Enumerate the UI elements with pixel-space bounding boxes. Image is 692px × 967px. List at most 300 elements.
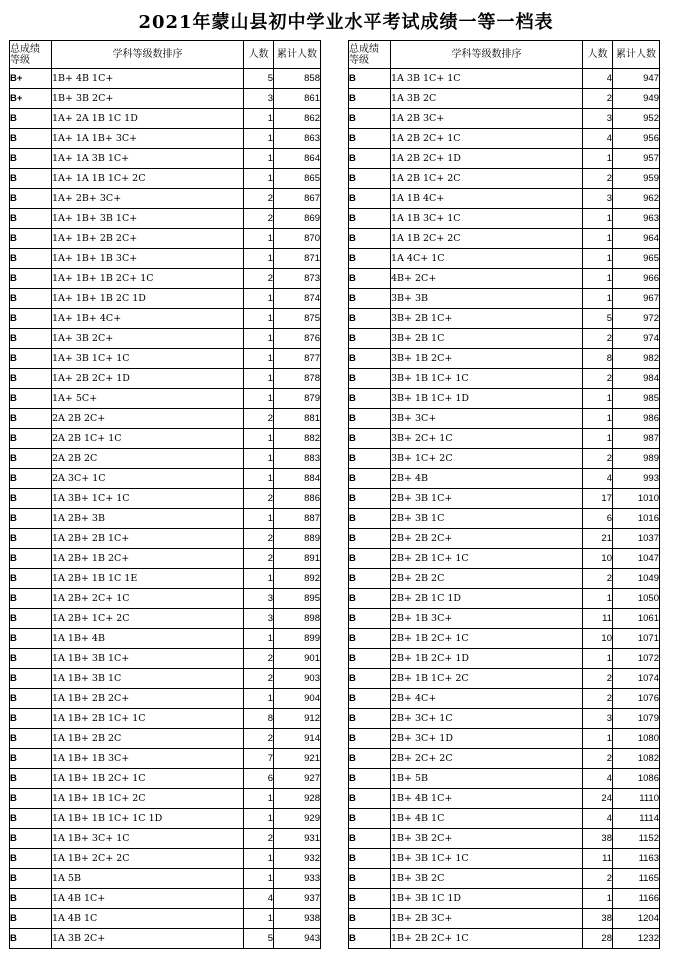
- table-row: [349, 649, 660, 669]
- grade-cell: B: [349, 929, 391, 949]
- combination-cell: 1A+ 1A 1B+ 3C+: [52, 129, 244, 149]
- count-cell: 17: [583, 489, 613, 509]
- grade-cell: B: [349, 649, 391, 669]
- cumulative-cell: 927: [274, 769, 321, 789]
- grade-cell: B: [349, 749, 391, 769]
- grade-cell: B: [10, 349, 52, 369]
- count-cell: 1: [244, 689, 274, 709]
- combination-cell: 2B+ 4B: [391, 469, 583, 489]
- cumulative-cell: 1072: [613, 649, 660, 669]
- table-row: [349, 69, 660, 89]
- cumulative-cell: 985: [613, 389, 660, 409]
- count-cell: 1: [583, 589, 613, 609]
- table-row: [349, 169, 660, 189]
- cumulative-cell: 987: [613, 429, 660, 449]
- combination-cell: 1A+ 1B+ 1B 2C+ 1C: [52, 269, 244, 289]
- grade-cell: B: [10, 629, 52, 649]
- table-row: [349, 869, 660, 889]
- grade-cell: B: [10, 169, 52, 189]
- combination-cell: 1B+ 4B 1C: [391, 809, 583, 829]
- grade-cell: B: [349, 209, 391, 229]
- table-row: [349, 749, 660, 769]
- table-row: [10, 529, 321, 549]
- grade-cell: B: [349, 549, 391, 569]
- table-row: [10, 189, 321, 209]
- count-cell: 2: [583, 869, 613, 889]
- combination-cell: 1A 2B+ 3B: [52, 509, 244, 529]
- cumulative-cell: 879: [274, 389, 321, 409]
- table-row: [10, 509, 321, 529]
- count-cell: 2: [244, 829, 274, 849]
- table-row: [349, 369, 660, 389]
- combination-cell: 1A 1B+ 1B 1C+ 2C: [52, 789, 244, 809]
- grade-cell: B: [10, 609, 52, 629]
- grade-cell: B: [349, 569, 391, 589]
- cumulative-cell: 984: [613, 369, 660, 389]
- grade-cell: B: [10, 749, 52, 769]
- grade-cell: B: [349, 609, 391, 629]
- grade-cell: B: [10, 849, 52, 869]
- header-grade-line1: 总成绩: [10, 43, 40, 55]
- table-row: [349, 849, 660, 869]
- table-row: [10, 409, 321, 429]
- combination-cell: 2B+ 1B 3C+: [391, 609, 583, 629]
- combination-cell: 2A 2B 2C: [52, 449, 244, 469]
- cumulative-cell: 898: [274, 609, 321, 629]
- table-row: [349, 269, 660, 289]
- combination-cell: 2B+ 3C+ 1C: [391, 709, 583, 729]
- combination-cell: 1A 2B+ 1C+ 2C: [52, 609, 244, 629]
- header-cumulative: 累计人数: [274, 41, 321, 69]
- count-cell: 11: [583, 849, 613, 869]
- grade-cell: B: [349, 669, 391, 689]
- cumulative-cell: 932: [274, 849, 321, 869]
- cumulative-cell: 928: [274, 789, 321, 809]
- table-row: [10, 329, 321, 349]
- count-cell: 38: [583, 829, 613, 849]
- table-row: [349, 189, 660, 209]
- table-row: [349, 129, 660, 149]
- grade-cell: B: [349, 249, 391, 269]
- grade-cell: B: [10, 809, 52, 829]
- grade-cell: B: [10, 229, 52, 249]
- cumulative-cell: 1076: [613, 689, 660, 709]
- grade-cell: B: [10, 289, 52, 309]
- combination-cell: 2B+ 2C+ 2C: [391, 749, 583, 769]
- combination-cell: 1A+ 3B 2C+: [52, 329, 244, 349]
- cumulative-cell: 949: [613, 89, 660, 109]
- count-cell: 1: [244, 129, 274, 149]
- combination-cell: 1B+ 3B 2C: [391, 869, 583, 889]
- grade-cell: B: [349, 229, 391, 249]
- table-row: [10, 669, 321, 689]
- cumulative-cell: 1049: [613, 569, 660, 589]
- grade-cell: B: [349, 789, 391, 809]
- table-body-right: [349, 69, 660, 949]
- count-cell: 4: [583, 809, 613, 829]
- count-cell: 1: [583, 729, 613, 749]
- count-cell: 1: [244, 509, 274, 529]
- count-cell: 2: [583, 669, 613, 689]
- count-cell: 2: [244, 529, 274, 549]
- count-cell: 1: [244, 149, 274, 169]
- grade-cell: B: [349, 849, 391, 869]
- cumulative-cell: 901: [274, 649, 321, 669]
- combination-cell: 1A 3B 2C+: [52, 929, 244, 949]
- grade-cell: B: [10, 649, 52, 669]
- count-cell: 1: [583, 889, 613, 909]
- count-cell: 2: [244, 489, 274, 509]
- combination-cell: 3B+ 2B 1C: [391, 329, 583, 349]
- grade-cell: B: [10, 569, 52, 589]
- table-row: [10, 829, 321, 849]
- table-row: [10, 249, 321, 269]
- combination-cell: 1A 4B 1C+: [52, 889, 244, 909]
- grade-cell: B: [10, 469, 52, 489]
- count-cell: 10: [583, 629, 613, 649]
- cumulative-cell: 884: [274, 469, 321, 489]
- combination-cell: 1B+ 3B 1C+ 1C: [391, 849, 583, 869]
- table-row: [349, 689, 660, 709]
- cumulative-cell: 1166: [613, 889, 660, 909]
- count-cell: 8: [244, 709, 274, 729]
- table-row: [349, 149, 660, 169]
- count-cell: 1: [583, 269, 613, 289]
- table-row: [349, 529, 660, 549]
- table-row: [349, 669, 660, 689]
- count-cell: 1: [583, 409, 613, 429]
- count-cell: 1: [583, 429, 613, 449]
- cumulative-cell: 899: [274, 629, 321, 649]
- table-row: [10, 349, 321, 369]
- table-row: [349, 549, 660, 569]
- table-row: [349, 89, 660, 109]
- count-cell: 10: [583, 549, 613, 569]
- cumulative-cell: 878: [274, 369, 321, 389]
- combination-cell: 1A 1B 3C+ 1C: [391, 209, 583, 229]
- count-cell: 2: [583, 89, 613, 109]
- count-cell: 1: [583, 389, 613, 409]
- grade-cell: B: [349, 289, 391, 309]
- grade-cell: B: [10, 369, 52, 389]
- combination-cell: 1A 2B+ 2C+ 1C: [52, 589, 244, 609]
- grade-cell: B: [349, 809, 391, 829]
- table-row: [349, 389, 660, 409]
- combination-cell: 1A 1B+ 4B: [52, 629, 244, 649]
- cumulative-cell: 967: [613, 289, 660, 309]
- count-cell: 2: [244, 209, 274, 229]
- count-cell: 8: [583, 349, 613, 369]
- grade-cell: B: [10, 929, 52, 949]
- grade-cell: B: [10, 789, 52, 809]
- grade-cell: B: [349, 709, 391, 729]
- combination-cell: 2B+ 2B 2C: [391, 569, 583, 589]
- combination-cell: 1A+ 1B+ 2B 2C+: [52, 229, 244, 249]
- cumulative-cell: 1110: [613, 789, 660, 809]
- table-row: [10, 309, 321, 329]
- count-cell: 1: [244, 849, 274, 869]
- combination-cell: 1A 1B+ 3B 1C: [52, 669, 244, 689]
- cumulative-cell: 972: [613, 309, 660, 329]
- grade-cell: B: [349, 129, 391, 149]
- grade-cell: B: [10, 689, 52, 709]
- header-row: [349, 41, 660, 69]
- count-cell: 4: [583, 769, 613, 789]
- grade-cell: B: [349, 169, 391, 189]
- combination-cell: 3B+ 1B 1C+ 1C: [391, 369, 583, 389]
- grade-cell: B: [349, 729, 391, 749]
- count-cell: 2: [244, 669, 274, 689]
- cumulative-cell: 1080: [613, 729, 660, 749]
- grade-cell: B: [349, 589, 391, 609]
- combination-cell: 1A 3B 2C: [391, 89, 583, 109]
- cumulative-cell: 1071: [613, 629, 660, 649]
- table-row: [349, 789, 660, 809]
- table-row: [10, 629, 321, 649]
- count-cell: 6: [244, 769, 274, 789]
- cumulative-cell: 877: [274, 349, 321, 369]
- table-row: [349, 589, 660, 609]
- count-cell: 2: [583, 449, 613, 469]
- grade-cell: B: [10, 449, 52, 469]
- table-row: [349, 229, 660, 249]
- grade-cell: B+: [10, 89, 52, 109]
- grade-cell: B: [349, 89, 391, 109]
- cumulative-cell: 861: [274, 89, 321, 109]
- cumulative-cell: 966: [613, 269, 660, 289]
- count-cell: 2: [244, 649, 274, 669]
- combination-cell: 2A 3C+ 1C: [52, 469, 244, 489]
- table-row: [10, 729, 321, 749]
- table-row: [349, 609, 660, 629]
- cumulative-cell: 952: [613, 109, 660, 129]
- cumulative-cell: 962: [613, 189, 660, 209]
- count-cell: 4: [244, 889, 274, 909]
- grade-cell: B: [349, 909, 391, 929]
- combination-cell: 1A 1B 4C+: [391, 189, 583, 209]
- cumulative-cell: 869: [274, 209, 321, 229]
- grade-cell: B: [10, 869, 52, 889]
- grade-cell: B: [10, 829, 52, 849]
- grade-cell: B: [10, 509, 52, 529]
- count-cell: 3: [583, 109, 613, 129]
- table-row: [10, 709, 321, 729]
- cumulative-cell: 887: [274, 509, 321, 529]
- grade-cell: B: [10, 409, 52, 429]
- grade-cell: B: [349, 869, 391, 889]
- count-cell: 1: [244, 229, 274, 249]
- cumulative-cell: 921: [274, 749, 321, 769]
- count-cell: 1: [244, 329, 274, 349]
- count-cell: 1: [583, 229, 613, 249]
- count-cell: 1: [244, 309, 274, 329]
- table-row: [10, 689, 321, 709]
- combination-cell: 2B+ 2B 2C+: [391, 529, 583, 549]
- grade-cell: B: [349, 69, 391, 89]
- cumulative-cell: 914: [274, 729, 321, 749]
- cumulative-cell: 871: [274, 249, 321, 269]
- cumulative-cell: 886: [274, 489, 321, 509]
- cumulative-cell: 873: [274, 269, 321, 289]
- cumulative-cell: 937: [274, 889, 321, 909]
- table-row: [349, 929, 660, 949]
- cumulative-cell: 938: [274, 909, 321, 929]
- cumulative-cell: 956: [613, 129, 660, 149]
- count-cell: 28: [583, 929, 613, 949]
- combination-cell: 1A 1B+ 1B 3C+: [52, 749, 244, 769]
- table-row: [349, 909, 660, 929]
- cumulative-cell: 876: [274, 329, 321, 349]
- grade-cell: B: [349, 369, 391, 389]
- table-row: [349, 489, 660, 509]
- combination-cell: 4B+ 2C+: [391, 269, 583, 289]
- combination-cell: 3B+ 3C+: [391, 409, 583, 429]
- combination-cell: 1A+ 3B 1C+ 1C: [52, 349, 244, 369]
- header-grade: [349, 41, 391, 69]
- cumulative-cell: 867: [274, 189, 321, 209]
- combination-cell: 1A 1B+ 2B 1C+ 1C: [52, 709, 244, 729]
- cumulative-cell: 863: [274, 129, 321, 149]
- table-row: [349, 569, 660, 589]
- header-grade-line2: 等级: [10, 54, 30, 66]
- grade-cell: B: [10, 129, 52, 149]
- combination-cell: 3B+ 1B 2C+: [391, 349, 583, 369]
- grade-cell: B: [349, 109, 391, 129]
- table-row: [349, 429, 660, 449]
- count-cell: 1: [583, 289, 613, 309]
- count-cell: 3: [244, 89, 274, 109]
- count-cell: 2: [583, 329, 613, 349]
- table-row: [349, 629, 660, 649]
- count-cell: 3: [244, 589, 274, 609]
- count-cell: 1: [244, 429, 274, 449]
- count-cell: 3: [244, 609, 274, 629]
- grade-cell: B: [349, 269, 391, 289]
- table-row: [10, 569, 321, 589]
- grade-cell: B: [10, 729, 52, 749]
- table-row: [10, 269, 321, 289]
- table-row: [10, 229, 321, 249]
- count-cell: 1: [244, 789, 274, 809]
- grade-cell: B: [10, 489, 52, 509]
- table-row: [349, 309, 660, 329]
- cumulative-cell: 874: [274, 289, 321, 309]
- header-count: 人数: [244, 41, 274, 69]
- cumulative-cell: 933: [274, 869, 321, 889]
- table-row: [10, 389, 321, 409]
- cumulative-cell: 1165: [613, 869, 660, 889]
- grade-cell: B: [349, 389, 391, 409]
- combination-cell: 1A+ 2B 2C+ 1D: [52, 369, 244, 389]
- cumulative-cell: 875: [274, 309, 321, 329]
- count-cell: 2: [583, 569, 613, 589]
- table-row: [10, 789, 321, 809]
- table-row: [10, 849, 321, 869]
- table-body-left: [10, 69, 321, 949]
- grade-cell: B: [349, 769, 391, 789]
- cumulative-cell: 1086: [613, 769, 660, 789]
- table-row: [349, 729, 660, 749]
- cumulative-cell: 964: [613, 229, 660, 249]
- combination-cell: 1A+ 1B+ 3B 1C+: [52, 209, 244, 229]
- count-cell: 1: [244, 109, 274, 129]
- count-cell: 5: [583, 309, 613, 329]
- table-row: [349, 329, 660, 349]
- combination-cell: 1A 1B+ 1B 2C+ 1C: [52, 769, 244, 789]
- cumulative-cell: 870: [274, 229, 321, 249]
- combination-cell: 2B+ 3B 1C+: [391, 489, 583, 509]
- table-row: [349, 469, 660, 489]
- grade-cell: B: [349, 489, 391, 509]
- combination-cell: 1A+ 1A 3B 1C+: [52, 149, 244, 169]
- table-row: [10, 109, 321, 129]
- grade-cell: B: [10, 149, 52, 169]
- count-cell: 2: [244, 549, 274, 569]
- combination-cell: 3B+ 1C+ 2C: [391, 449, 583, 469]
- count-cell: 1: [244, 909, 274, 929]
- table-row: [10, 869, 321, 889]
- combination-cell: 1A 2B 3C+: [391, 109, 583, 129]
- combination-cell: 1A+ 1A 1B 1C+ 2C: [52, 169, 244, 189]
- combination-cell: 1A 3B+ 1C+ 1C: [52, 489, 244, 509]
- combination-cell: 1A 2B 2C+ 1C: [391, 129, 583, 149]
- table-row: [10, 549, 321, 569]
- grade-cell: B: [349, 429, 391, 449]
- count-cell: 24: [583, 789, 613, 809]
- table-row: [349, 709, 660, 729]
- table-row: [349, 769, 660, 789]
- table-row: [349, 889, 660, 909]
- header-grade-line1: 总成绩: [349, 43, 379, 55]
- header-count: 人数: [583, 41, 613, 69]
- combination-cell: 1A+ 1B+ 1B 3C+: [52, 249, 244, 269]
- combination-cell: 1A 1B+ 1B 1C+ 1C 1D: [52, 809, 244, 829]
- grade-cell: B: [349, 149, 391, 169]
- grade-cell: B: [10, 109, 52, 129]
- cumulative-cell: 1114: [613, 809, 660, 829]
- combination-cell: 1A 1B+ 3C+ 1C: [52, 829, 244, 849]
- grade-cell: B: [10, 329, 52, 349]
- count-cell: 1: [583, 209, 613, 229]
- cumulative-cell: 903: [274, 669, 321, 689]
- cumulative-cell: 1079: [613, 709, 660, 729]
- combination-cell: 1A 1B+ 2C+ 2C: [52, 849, 244, 869]
- combination-cell: 1A 2B+ 1B 2C+: [52, 549, 244, 569]
- table-row: [349, 829, 660, 849]
- header-combination: 学科等级数排序: [52, 41, 244, 69]
- cumulative-cell: 993: [613, 469, 660, 489]
- grade-cell: B: [349, 829, 391, 849]
- cumulative-cell: 931: [274, 829, 321, 849]
- count-cell: 1: [244, 389, 274, 409]
- table-row: [10, 149, 321, 169]
- header-row: [10, 41, 321, 69]
- grade-cell: B: [10, 909, 52, 929]
- cumulative-cell: 957: [613, 149, 660, 169]
- cumulative-cell: 891: [274, 549, 321, 569]
- count-cell: 4: [583, 69, 613, 89]
- grade-cell: B: [349, 189, 391, 209]
- count-cell: 2: [583, 749, 613, 769]
- count-cell: 1: [244, 629, 274, 649]
- table-row: [10, 809, 321, 829]
- table-row: [10, 489, 321, 509]
- combination-cell: 1A 3B 1C+ 1C: [391, 69, 583, 89]
- count-cell: 1: [244, 809, 274, 829]
- count-cell: 3: [583, 709, 613, 729]
- grade-cell: B: [349, 689, 391, 709]
- table-row: [349, 289, 660, 309]
